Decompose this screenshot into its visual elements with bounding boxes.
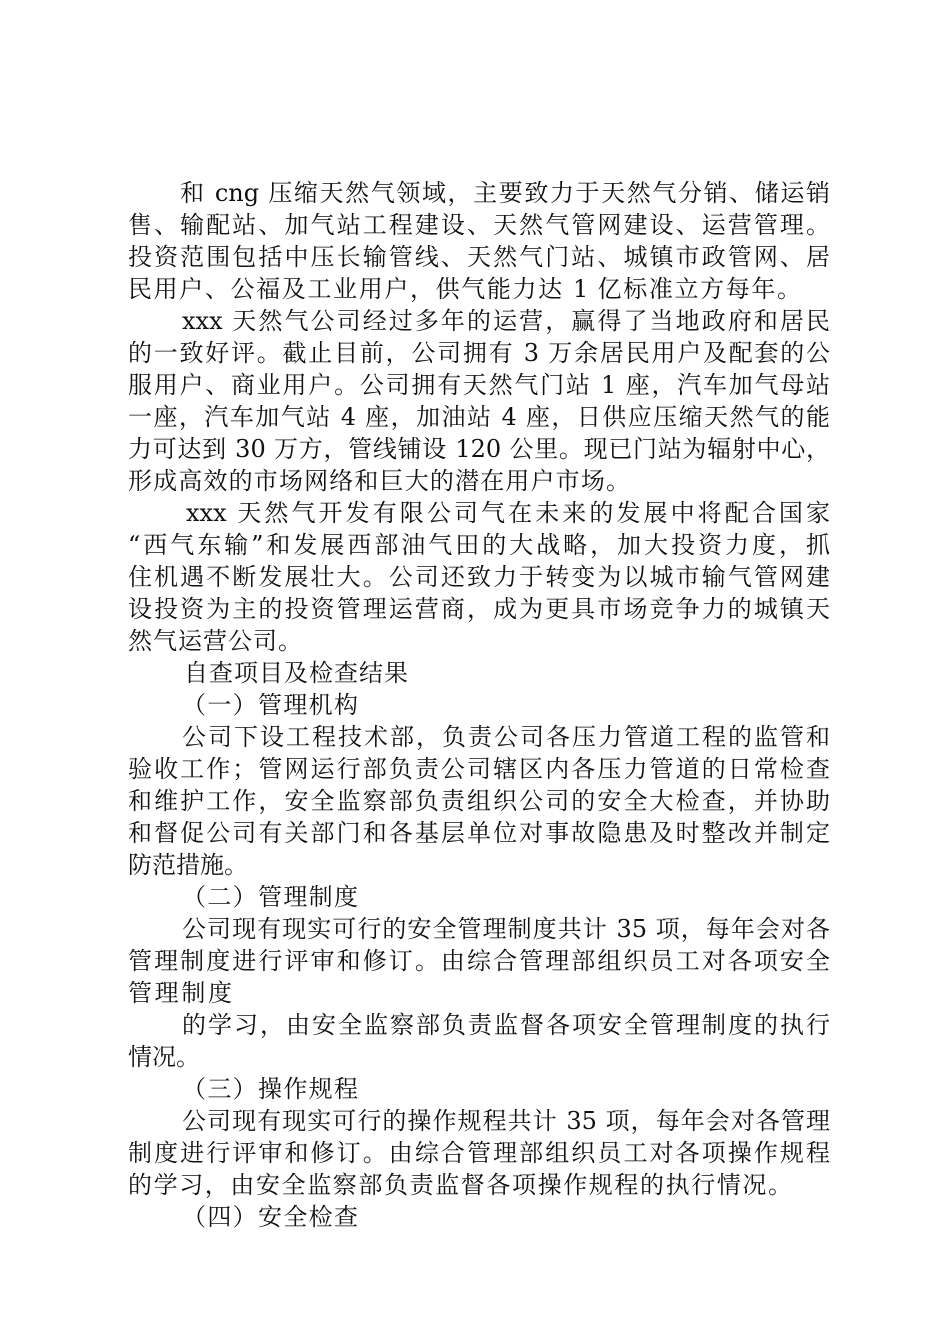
line-text: 的学习，由安全监察部负责监督各项安全管理制度的执行: [182, 1011, 830, 1039]
text-line: [0, 1168, 950, 1202]
line-text: 验收工作；管网运行部负责公司辖区内各压力管道的日常检查: [128, 755, 830, 783]
line-text: 住机遇不断发展壮大。公司还致力于转变为以城市输气管网建: [128, 563, 830, 591]
subsection-heading: （一）管理机构: [182, 691, 358, 719]
line-text: 和 cng 压缩天然气领域，主要致力于天然气分销、储运销: [180, 179, 830, 207]
line-text: 的学习，由安全监察部负责监督各项操作规程的执行情况。: [128, 1171, 792, 1199]
text-line: [0, 1104, 950, 1138]
text-line: [0, 784, 950, 818]
text-line: [0, 912, 950, 946]
text-line: [0, 592, 950, 626]
text-line: [0, 720, 950, 754]
text-line: [0, 976, 950, 1010]
line-text: “西气东输”和发展西部油气田的大战略，加大投资力度，抓: [128, 531, 830, 559]
line-text: 制度进行评审和修订。由综合管理部组织员工对各项操作规程: [128, 1139, 830, 1167]
line-text: 设投资为主的投资管理运营商，成为更具市场竞争力的城镇天: [128, 595, 830, 623]
text-line: [0, 560, 950, 594]
line-text: 和维护工作，安全监察部负责组织公司的安全大检查，并协助: [128, 787, 830, 815]
subsection-heading: （二）管理制度: [182, 883, 358, 911]
line-text: 和督促公司有关部门和各基层单位对事故隐患及时整改并制定: [128, 819, 830, 847]
text-line: [0, 880, 950, 914]
subsection-heading: （四）安全检查: [182, 1203, 358, 1231]
line-text: 公司现有现实可行的安全管理制度共计 35 项，每年会对各: [182, 915, 830, 943]
text-line: [0, 624, 950, 658]
text-line: [0, 656, 950, 690]
text-line: [0, 1008, 950, 1042]
line-text: 服用户、商业用户。公司拥有天然气门站 1 座，汽车加气母站: [128, 371, 830, 399]
text-line: [0, 432, 950, 466]
text-line: [0, 1040, 950, 1074]
text-line: [0, 1136, 950, 1170]
text-line: [0, 272, 950, 306]
line-text: 民用户、公福及工业用户，供气能力达 1 亿标准立方每年。: [128, 275, 801, 303]
text-line: [0, 944, 950, 978]
text-line: [0, 464, 950, 498]
subsection-heading: （三）操作规程: [182, 1075, 358, 1103]
text-line: [0, 848, 950, 882]
line-text: 公司现有现实可行的操作规程共计 35 项，每年会对各管理: [182, 1107, 830, 1135]
text-line: [0, 1072, 950, 1106]
line-text: 形成高效的市场网络和巨大的潜在用户市场。: [128, 467, 630, 495]
line-text: 公司下设工程技术部，负责公司各压力管道工程的监管和: [182, 723, 830, 751]
line-text: 售、输配站、加气站工程建设、天然气管网建设、运营管理。: [128, 211, 830, 239]
line-text: 一座，汽车加气站 4 座，加油站 4 座，日供应压缩天然气的能: [128, 403, 830, 431]
text-line: [0, 496, 950, 530]
line-text: xxx 天然气开发有限公司气在未来的发展中将配合国家: [186, 499, 830, 527]
text-line: [0, 816, 950, 850]
line-text: 管理制度: [128, 979, 232, 1007]
text-line: [0, 752, 950, 786]
text-line: [0, 688, 950, 722]
line-text: 投资范围包括中压长输管线、天然气门站、城镇市政管网、居: [128, 243, 830, 271]
text-line: [0, 400, 950, 434]
text-line: [0, 1200, 950, 1234]
line-text: 防范措施。: [128, 851, 248, 879]
text-line: [0, 368, 950, 402]
text-line: [0, 528, 950, 562]
section-heading: 自查项目及检查结果: [184, 659, 408, 687]
line-text: 情况。: [128, 1043, 200, 1071]
line-text: 管理制度进行评审和修订。由综合管理部组织员工对各项安全: [128, 947, 830, 975]
line-text: 的一致好评。截止目前，公司拥有 3 万余居民用户及配套的公: [128, 339, 830, 367]
line-text: xxx 天然气公司经过多年的运营，赢得了当地政府和居民: [182, 307, 830, 335]
text-line: [0, 208, 950, 242]
line-text: 然气运营公司。: [128, 627, 302, 655]
text-line: [0, 176, 950, 210]
text-line: [0, 336, 950, 370]
text-line: [0, 304, 950, 338]
line-text: 力可达到 30 万方，管线铺设 120 公里。现已门站为辐射中心，: [128, 435, 830, 463]
text-line: [0, 240, 950, 274]
